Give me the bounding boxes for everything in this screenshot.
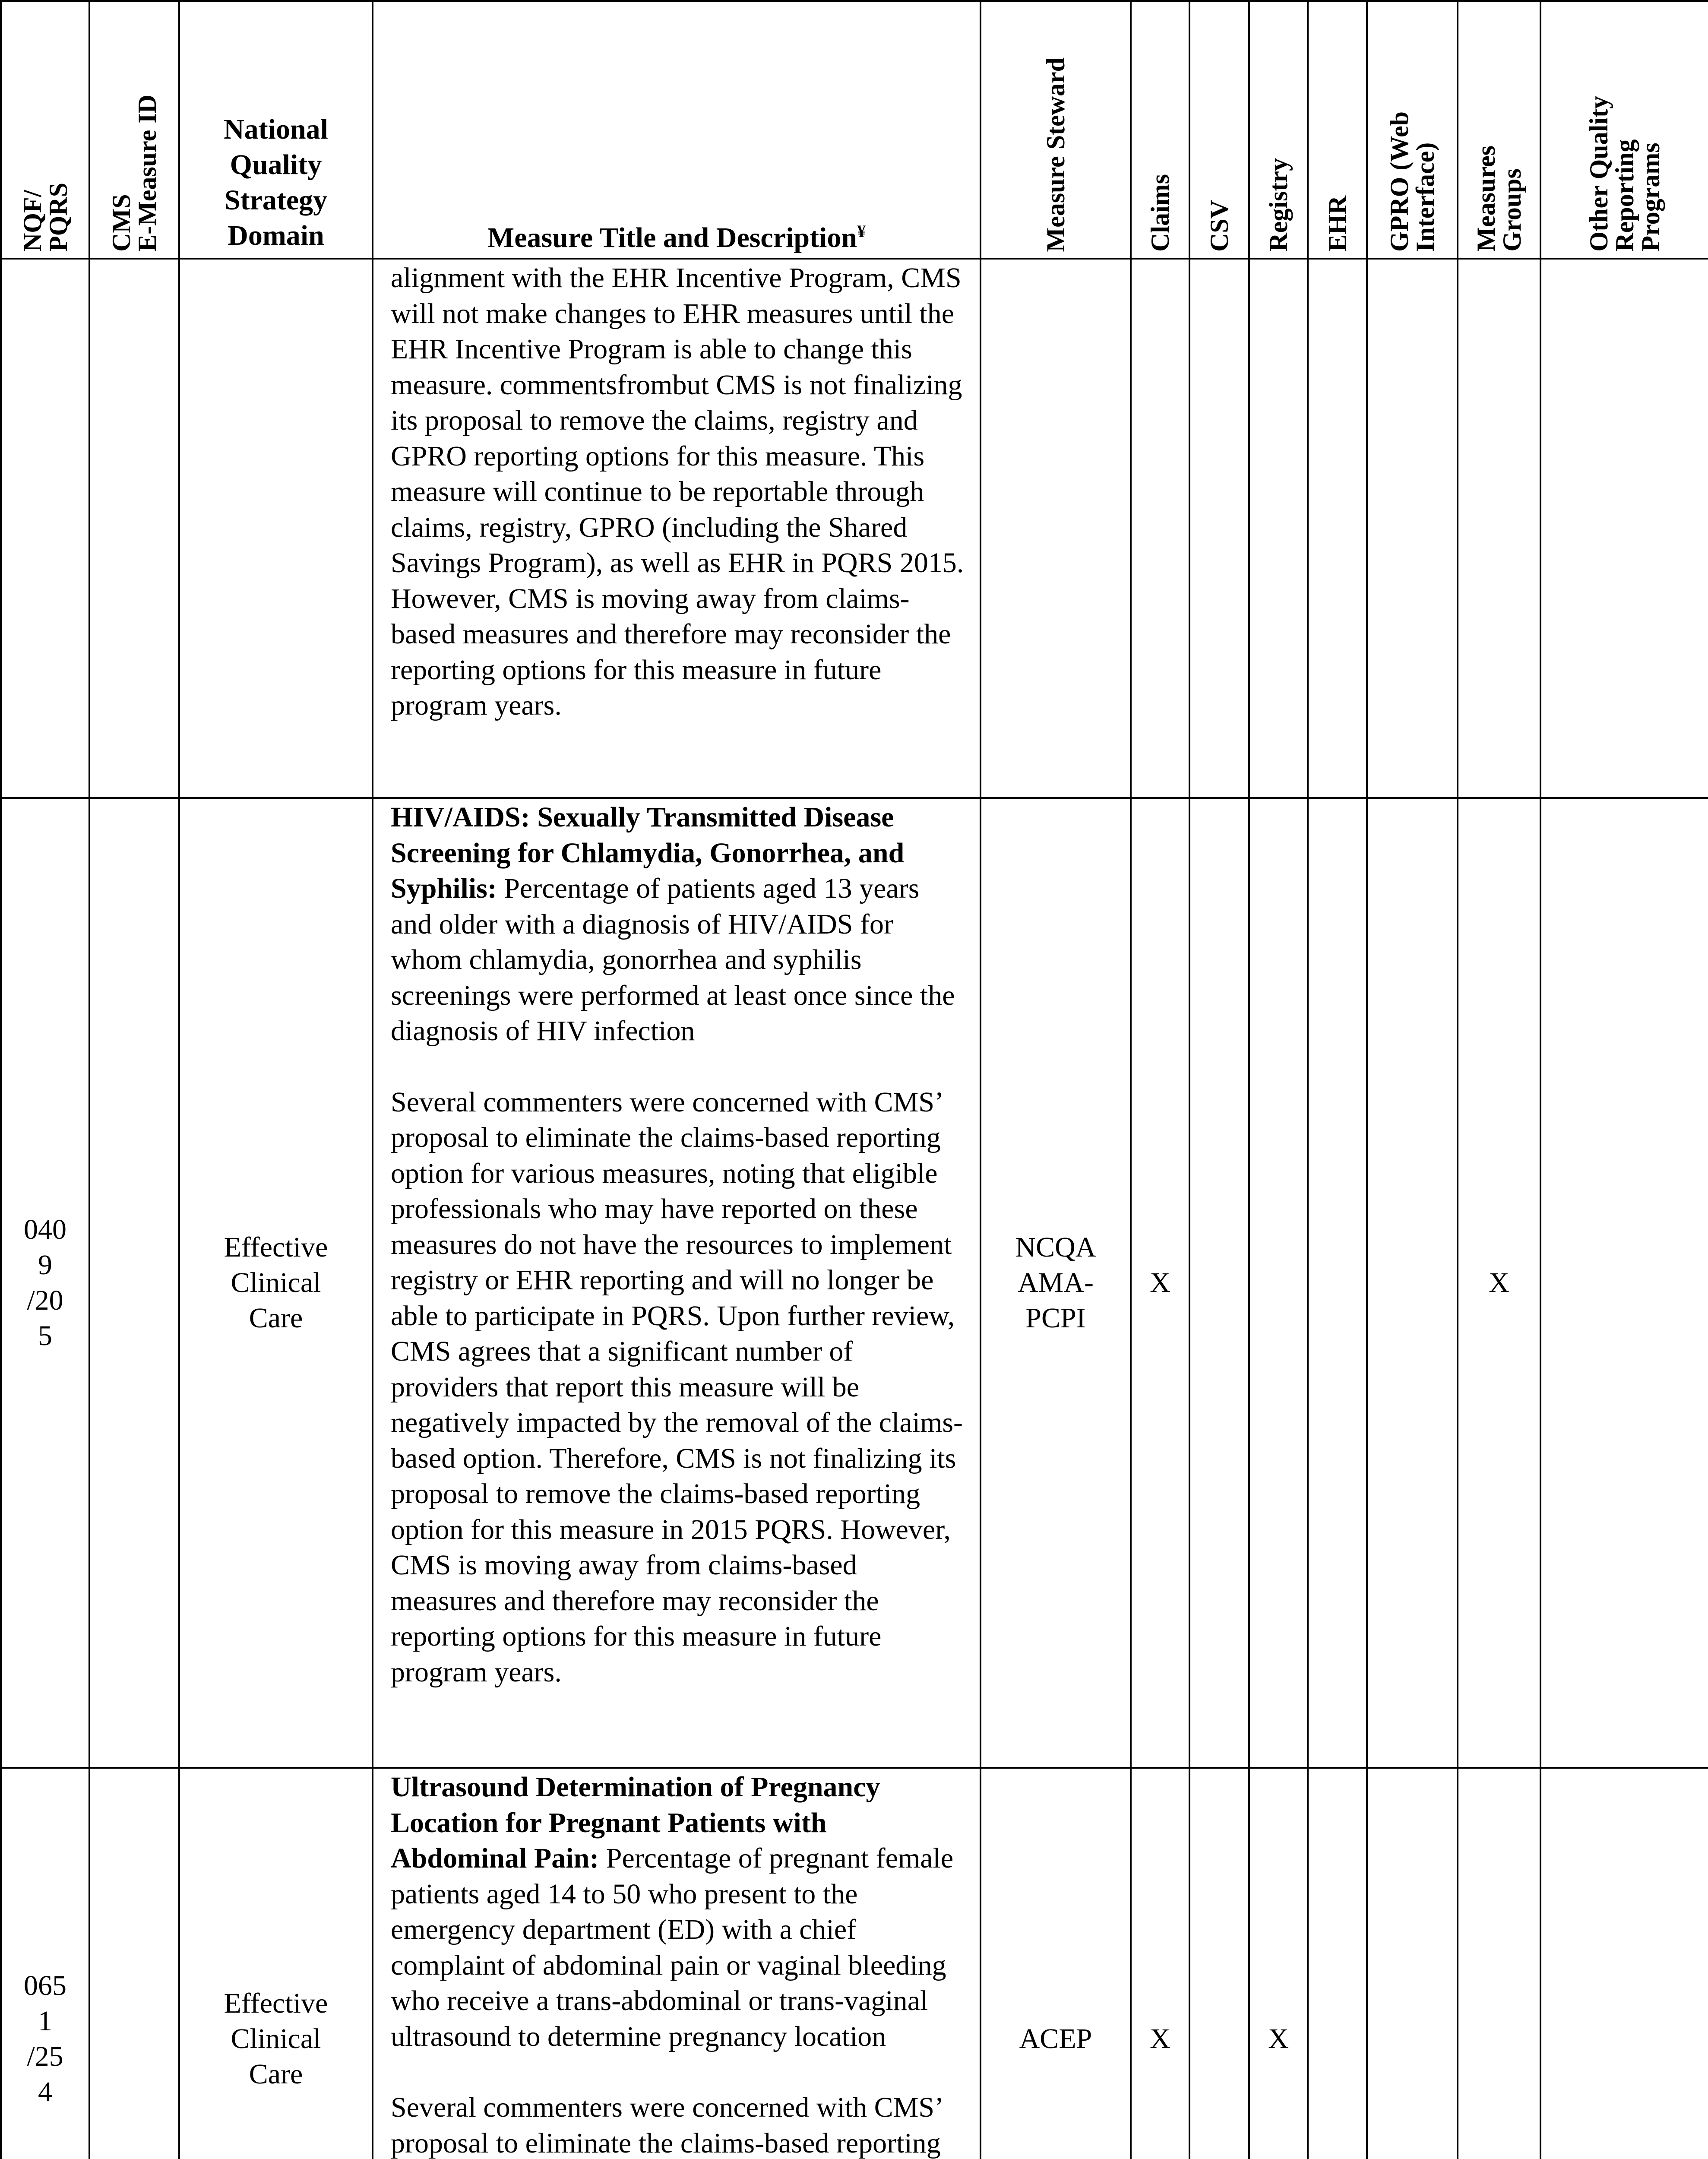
csv-cell xyxy=(1189,798,1249,1768)
description-paragraph xyxy=(391,260,967,724)
ehr-cell xyxy=(1308,798,1367,1768)
header-measures-groups: Measures Groups xyxy=(1458,1,1540,259)
other-programs-cell xyxy=(1540,798,1708,1768)
registry-cell xyxy=(1249,259,1308,798)
table-row xyxy=(1,798,1708,1768)
description-cell xyxy=(373,798,981,1768)
header-row xyxy=(1,1,1708,259)
description-cell xyxy=(373,259,981,798)
header-csv: CSV xyxy=(1189,1,1249,259)
comment-paragraph: Several commenters were concerned with CMS’ proposal to eliminate the claims-based reporting option for various measures, noting that eligible professionals who may have reported on these measures do not have the resources to implement registry or EHR reporting and will no longer be able to participate in PQRS. Upon further review, CMS agrees that a significant number of providers that report this measure will be negatively impacted by the removal of the claims-based option. Therefore, CMS is not finalizing its proposal to remove the claims-based reporting option for this measure in 2015 PQRS. However, CMS is moving away from claims-based measures and therefore may reconsider the reporting options for this measure in future program years. xyxy=(391,1086,963,1688)
claims-cell: X xyxy=(1131,1768,1189,2159)
header-cms-emeasure-id: CMS E-Measure ID xyxy=(89,1,179,259)
steward-cell xyxy=(981,259,1131,798)
header-nqf-pqrs: NQF/ PQRS xyxy=(1,1,89,259)
measure-title: Ultrasound Determination of Pregnancy Location for Pregnant Patients with Abdominal Pain: xyxy=(391,1771,880,1874)
domain-cell: Effective Clinical Care xyxy=(179,1768,373,2159)
steward-cell: NCQA AMA- PCPI xyxy=(981,798,1131,1768)
footnote-mark: ¥ xyxy=(857,222,866,241)
registry-cell: X xyxy=(1249,1768,1308,2159)
header-other-programs: Other Quality Reporting Programs xyxy=(1540,1,1708,259)
ehr-cell xyxy=(1308,259,1367,798)
nqf-pqrs-cell: 040 9 /20 5 xyxy=(1,798,89,1768)
measure-title: HIV/AIDS: Sexually Transmitted Disease Screening for Chlamydia, Gonorrhea, and Syphilis: xyxy=(391,801,905,904)
nqf-pqrs-cell: 065 1 /25 4 xyxy=(1,1768,89,2159)
gpro-cell xyxy=(1367,259,1458,798)
csv-cell xyxy=(1189,1768,1249,2159)
domain-cell: Effective Clinical Care xyxy=(179,798,373,1768)
description-cell xyxy=(373,1768,981,2159)
gpro-cell xyxy=(1367,798,1458,1768)
description-text: Percentage of patients aged 13 years and older with a diagnosis of HIV/AIDS for whom chlamydia, gonorrhea and syphilis screenings were performed at least once since the diagnosis of HIV infection xyxy=(391,873,955,1047)
cms-id-cell xyxy=(89,798,179,1768)
claims-cell: X xyxy=(1131,798,1189,1768)
description-text: Percentage of pregnant female patients aged 14 to 50 who present to the emergency department (ED) with a chief complaint of abdominal pain or vaginal bleeding who receive a trans-abdominal or trans-vaginal ultrasound to determine pregnancy location xyxy=(391,1842,954,2052)
nqf-pqrs-cell xyxy=(1,259,89,798)
measures-groups-cell xyxy=(1458,259,1540,798)
comment-paragraph: Several commenters were concerned with CMS’ proposal to eliminate the claims-based reporting xyxy=(391,2092,942,2159)
registry-cell xyxy=(1249,798,1308,1768)
ehr-cell xyxy=(1308,1768,1367,2159)
description-paragraph xyxy=(391,1770,967,2055)
header-measure-title-text: Measure Title and Description xyxy=(487,222,857,253)
steward-cell: ACEP xyxy=(981,1768,1131,2159)
gpro-cell xyxy=(1367,1768,1458,2159)
claims-cell xyxy=(1131,259,1189,798)
table-row xyxy=(1,259,1708,798)
header-measure-steward: Measure Steward xyxy=(981,1,1131,259)
header-measure-title xyxy=(373,1,981,259)
csv-cell xyxy=(1189,259,1249,798)
domain-cell xyxy=(179,259,373,798)
header-gpro: GPRO (Web Interface) xyxy=(1367,1,1458,259)
table-row xyxy=(1,1768,1708,2159)
header-nqs-domain: National Quality Strategy Domain xyxy=(179,1,373,259)
cms-id-cell xyxy=(89,1768,179,2159)
measures-groups-cell xyxy=(1458,1768,1540,2159)
description-text: alignment with the EHR Incentive Program, CMS will not make changes to EHR measures until the EHR Incentive Program is able to change this measure. commentsfrombut CMS is not finalizing its proposal to remove the claims, registry and GPRO reporting options for this measure. This measure will continue to be reportable through claims, registry, GPRO (including the Shared Savings Program), as well as EHR in PQRS 2015. However, CMS is moving away from claims-based measures and therefore may reconsider the reporting options for this measure in future program years. xyxy=(391,262,964,721)
cms-id-cell xyxy=(89,259,179,798)
description-paragraph xyxy=(391,800,967,1049)
other-programs-cell xyxy=(1540,259,1708,798)
header-registry: Registry xyxy=(1249,1,1308,259)
header-ehr: EHR xyxy=(1308,1,1367,259)
other-programs-cell xyxy=(1540,1768,1708,2159)
header-claims: Claims xyxy=(1131,1,1189,259)
measures-groups-cell: X xyxy=(1458,798,1540,1768)
